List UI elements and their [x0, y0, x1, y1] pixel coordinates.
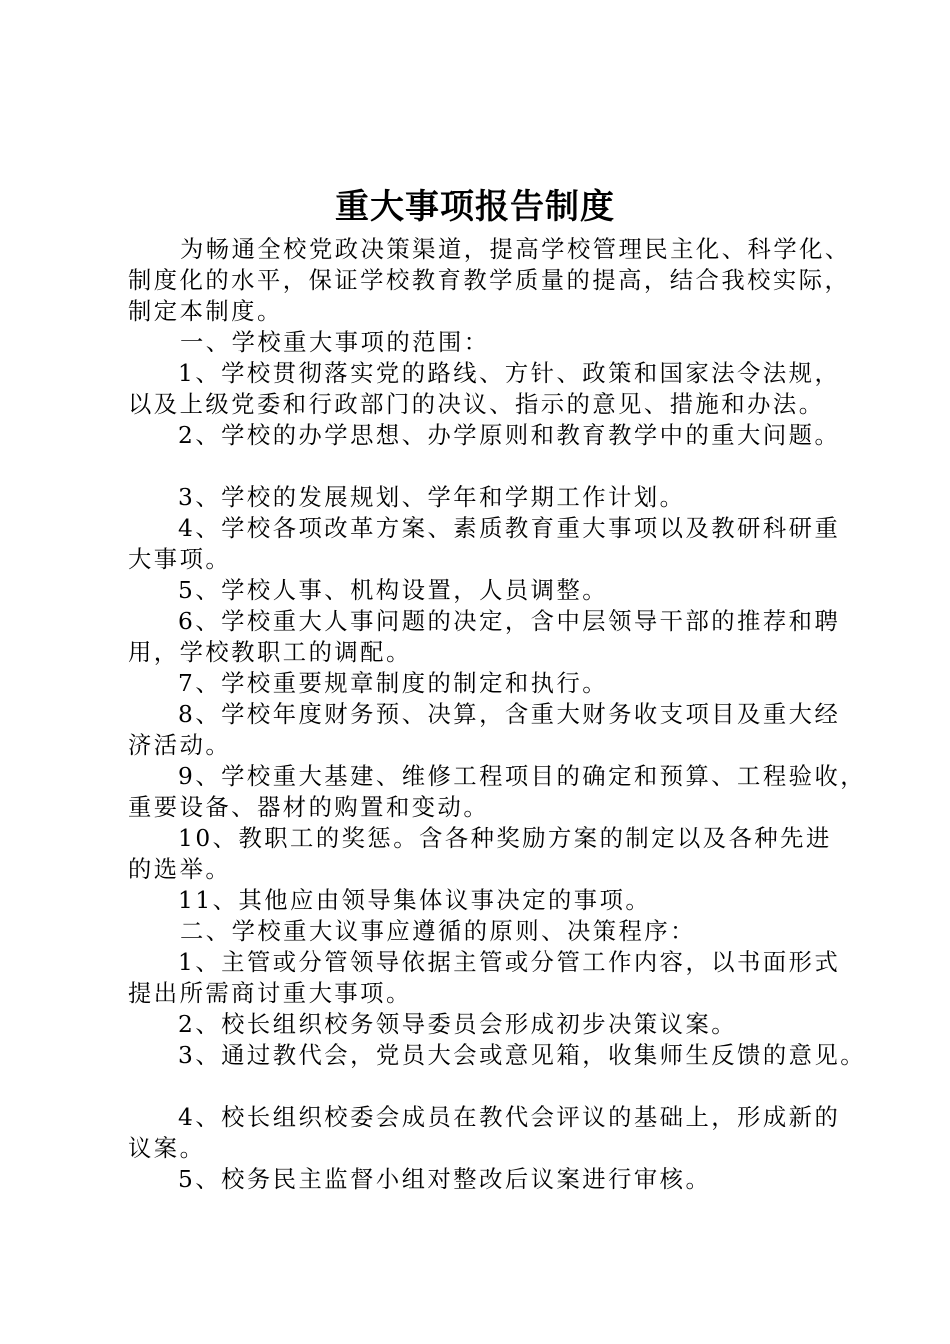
document-body [128, 234, 867, 1195]
list-item-continuation: 提出所需商讨重大事项。 [128, 980, 412, 1007]
list-item: 4、学校各项改革方案、素质教育重大事项以及教研科研重 [178, 515, 841, 542]
blank-line [128, 451, 840, 482]
list-item: 1、学校贯彻落实党的路线、方针、政策和国家法令法规， [178, 360, 841, 387]
list-item: 4、校长组织校委会成员在教代会评议的基础上，形成新的 [178, 1104, 841, 1131]
list-item-continuation: 济活动。 [128, 732, 232, 759]
list-item: 5、学校人事、机构设置，人员调整。 [178, 577, 609, 604]
list-item: 3、通过教代会，党员大会或意见箱，收集师生反馈的意见。 [178, 1042, 867, 1069]
list-item: 2、学校的办学思想、办学原则和教育教学中的重大问题。 [178, 422, 841, 449]
list-item-continuation: 重要设备、器材的购置和变动。 [128, 794, 490, 821]
list-item-continuation: 用，学校教职工的调配。 [128, 639, 412, 666]
list-item-continuation: 议案。 [128, 1135, 206, 1162]
list-item: 10、教职工的奖惩。含各种奖励方案的制定以及各种先进 [178, 825, 832, 852]
list-item: 5、校务民主监督小组对整改后议案进行审核。 [178, 1166, 712, 1193]
list-item: 1、主管或分管领导依据主管或分管工作内容，以书面形式 [178, 949, 841, 976]
list-item-continuation: 以及上级党委和行政部门的决议、指示的意见、措施和办法。 [128, 391, 825, 418]
list-item: 3、学校的发展规划、学年和学期工作计划。 [178, 484, 686, 511]
list-item: 6、学校重大人事问题的决定，含中层领导干部的推荐和聘 [178, 608, 841, 635]
list-item-continuation: 的选举。 [128, 856, 232, 883]
list-item: 2、校长组织校务领导委员会形成初步决策议案。 [178, 1011, 738, 1038]
list-item: 9、学校重大基建、维修工程项目的确定和预算、工程验收， [178, 763, 867, 790]
paragraph-line: 制定本制度。 [128, 298, 283, 325]
list-item: 8、学校年度财务预、决算，含重大财务收支项目及重大经 [178, 701, 841, 728]
blank-line [128, 1071, 840, 1102]
document-title: 重大事项报告制度 [335, 187, 615, 227]
section-heading: 一、学校重大事项的范围： [180, 329, 490, 356]
paragraph-line: 制度化的水平，保证学校教育教学质量的提高，结合我校实际， [128, 267, 851, 294]
section-heading: 二、学校重大议事应遵循的原则、决策程序： [180, 918, 696, 945]
list-item: 7、学校重要规章制度的制定和执行。 [178, 670, 609, 697]
list-item: 11、其他应由领导集体议事决定的事项。 [178, 887, 652, 914]
list-item-continuation: 大事项。 [128, 546, 232, 573]
paragraph-line: 为畅通全校党政决策渠道，提高学校管理民主化、科学化、 [180, 236, 851, 263]
